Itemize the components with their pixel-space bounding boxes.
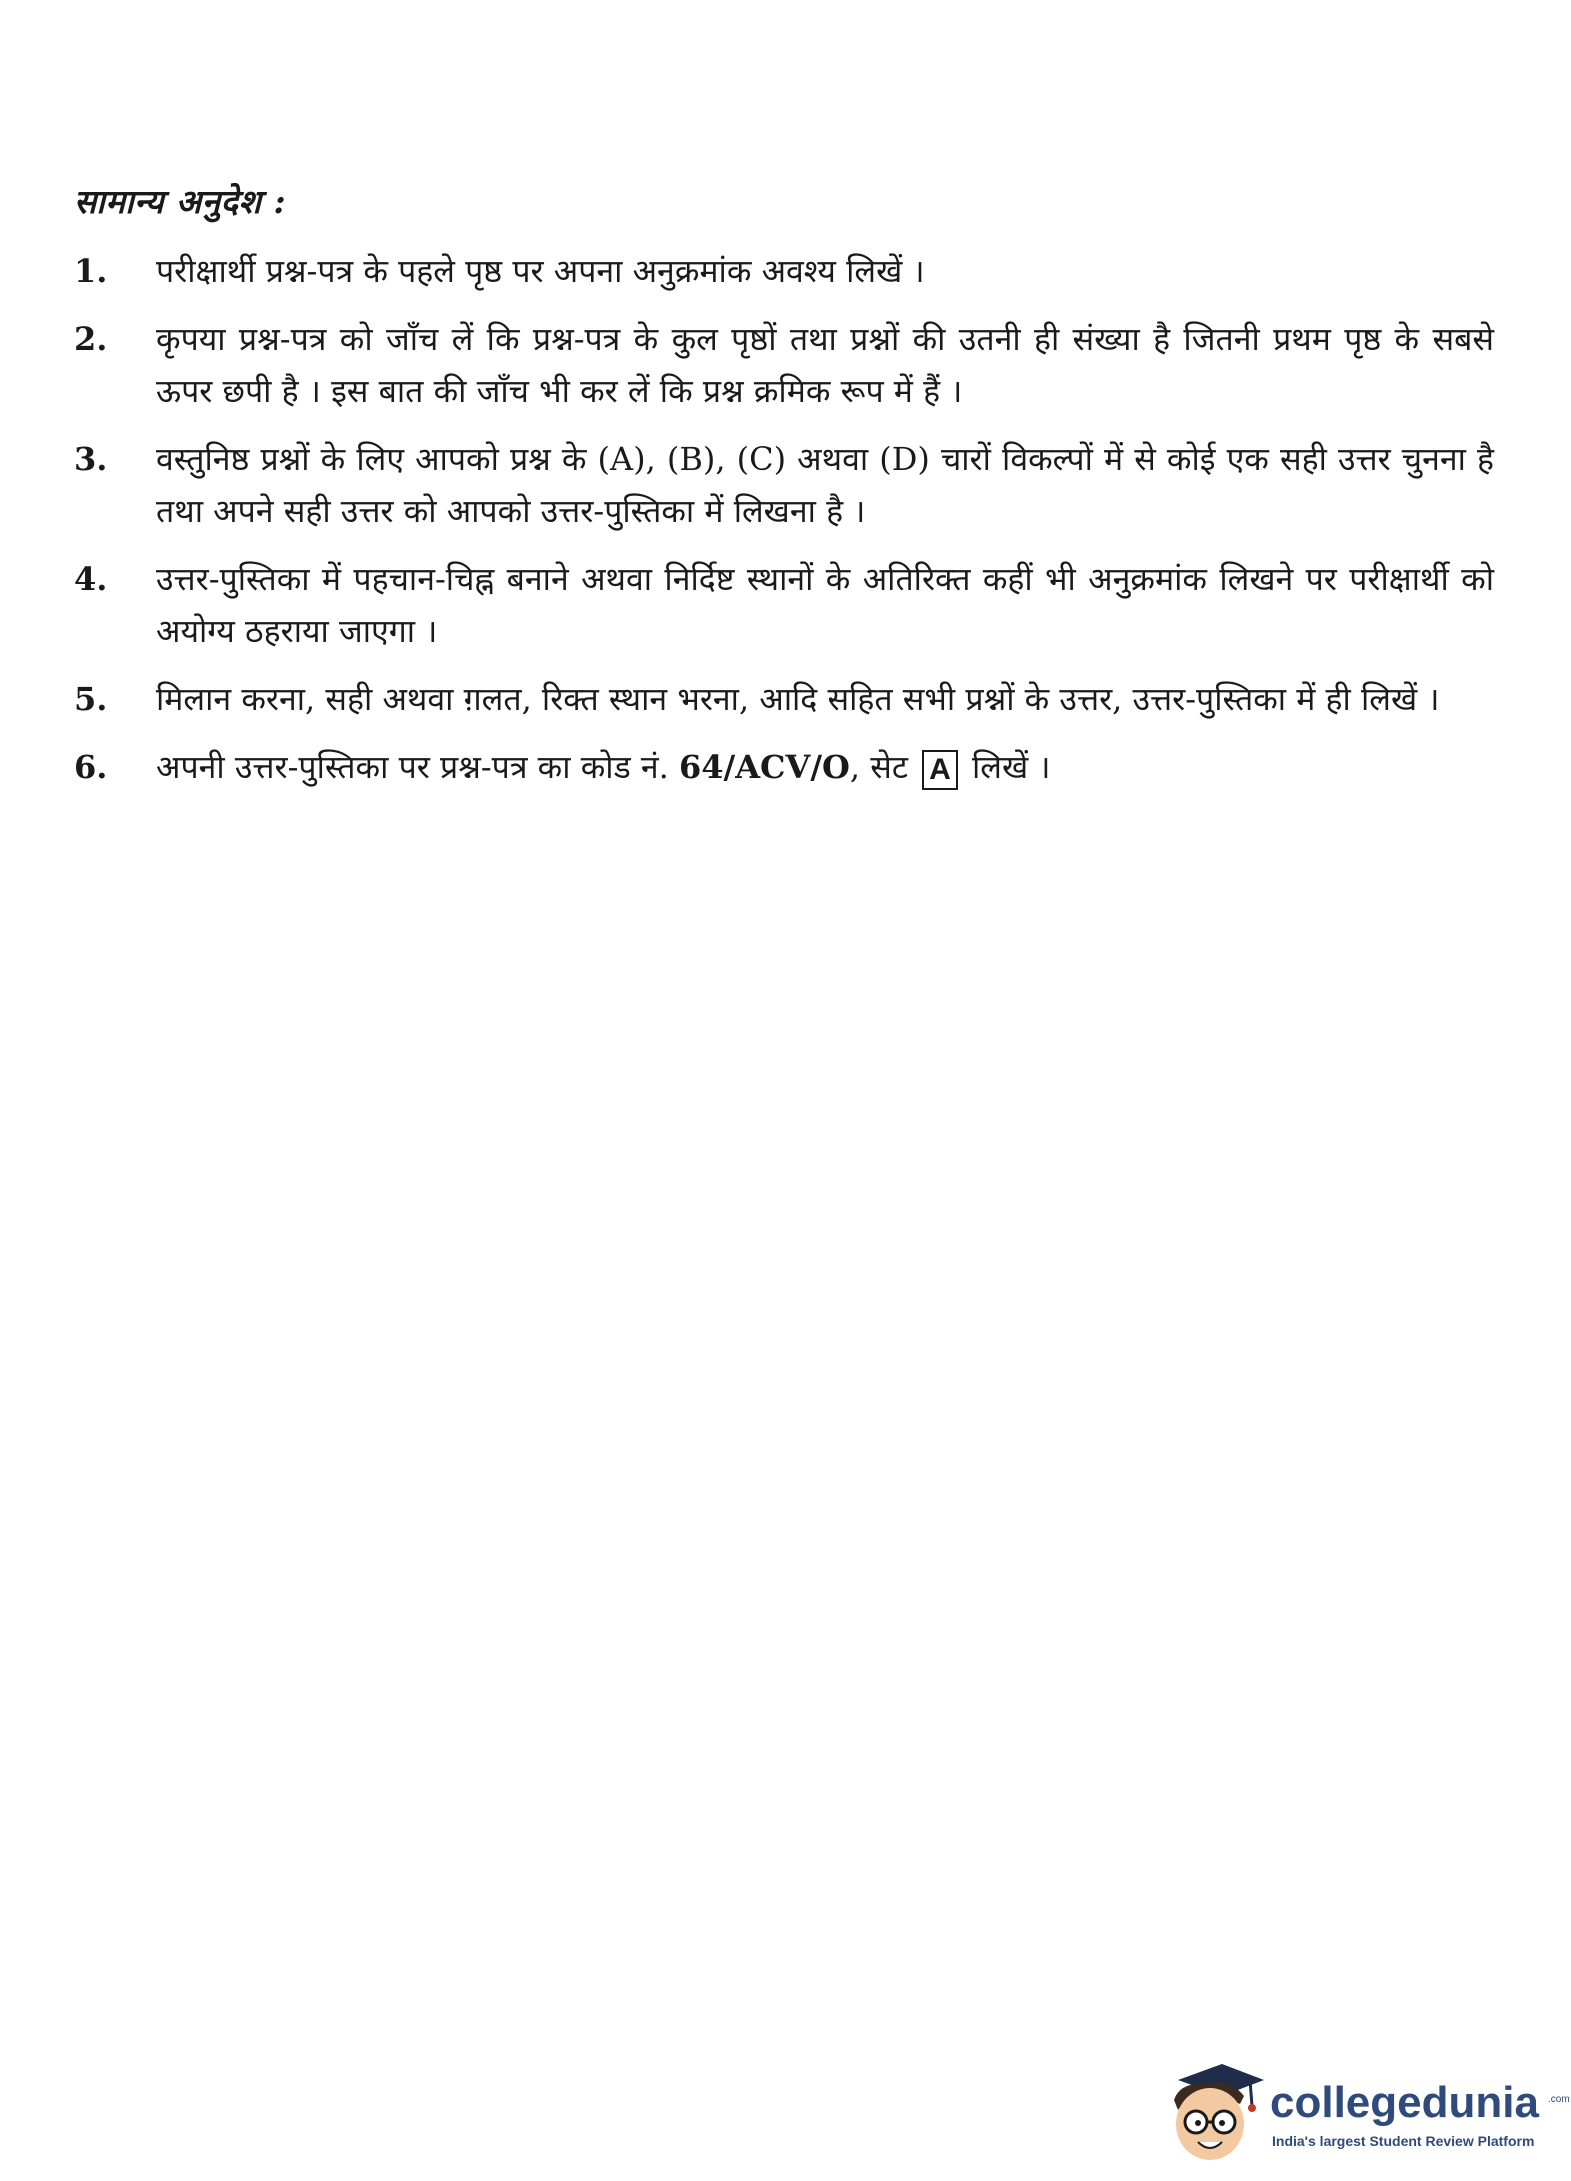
instruction-text: मिलान करना, सही अथवा ग़लत, रिक्त स्थान भरना, आदि सहित सभी प्रश्नों के उत्तर, उत्तर-पुस्तिका में ही लिखें । xyxy=(156,680,1440,718)
logo-tagline: India's largest Student Review Platform xyxy=(1272,2133,1535,2149)
instruction-number: 3. xyxy=(74,440,108,478)
instruction-number: 4. xyxy=(74,560,108,598)
instruction-number: 1. xyxy=(74,252,108,290)
paper-code: 64/ACV/O xyxy=(678,748,850,786)
instruction-text: वस्तुनिष्ठ प्रश्नों के लिए आपको प्रश्न के (A), (B), (C) अथवा (D) चारों विकल्पों में से कोई एक सही उत्तर चुनना है तथा अपने सही उत्तर को आपको उत्तर-पुस्तिका में लिखना है । xyxy=(156,440,1494,530)
logo-domain-suffix: .com xyxy=(1548,2094,1570,2105)
instruction-text-before: अपनी उत्तर-पुस्तिका पर प्रश्न-पत्र का कोड नं. xyxy=(156,748,669,786)
student-mascot-icon xyxy=(1160,2058,1265,2168)
instruction-item xyxy=(74,245,1494,297)
collegedunia-watermark xyxy=(1160,2058,1570,2168)
instruction-text: परीक्षार्थी प्रश्न-पत्र के पहले पृष्ठ पर अपना अनुक्रमांक अवश्य लिखें । xyxy=(156,252,925,290)
set-badge: A xyxy=(922,750,958,790)
instruction-text xyxy=(156,741,1494,793)
instruction-text-mid: , सेट xyxy=(849,748,908,786)
instruction-item xyxy=(74,433,1494,537)
instruction-item xyxy=(74,553,1494,657)
instruction-number: 2. xyxy=(74,320,108,358)
general-instructions-heading: सामान्य अनुदेश : xyxy=(74,182,287,221)
instruction-number: 5. xyxy=(74,680,108,718)
instruction-text-after: लिखें । xyxy=(972,748,1051,786)
instruction-item xyxy=(74,673,1494,725)
instruction-number: 6. xyxy=(74,748,108,786)
logo-wordmark: collegedunia xyxy=(1270,2078,1539,2127)
instruction-text: कृपया प्रश्न-पत्र को जाँच लें कि प्रश्न-पत्र के कुल पृष्ठों तथा प्रश्नों की उतनी ही संख्या है जितनी प्रथम पृष्ठ के सबसे ऊपर छपी है । इस बात की जाँच भी कर लें कि प्रश्न क्रमिक रूप में हैं । xyxy=(156,320,1494,410)
instruction-text: उत्तर-पुस्तिका में पहचान-चिह्न बनाने अथवा निर्दिष्ट स्थानों के अतिरिक्त कहीं भी अनुक्रमांक लिखने पर परीक्षार्थी को अयोग्य ठहराया जाएगा । xyxy=(156,560,1494,650)
instruction-item xyxy=(74,313,1494,417)
instructions-list xyxy=(74,245,1494,809)
instruction-item-code xyxy=(74,741,1494,793)
